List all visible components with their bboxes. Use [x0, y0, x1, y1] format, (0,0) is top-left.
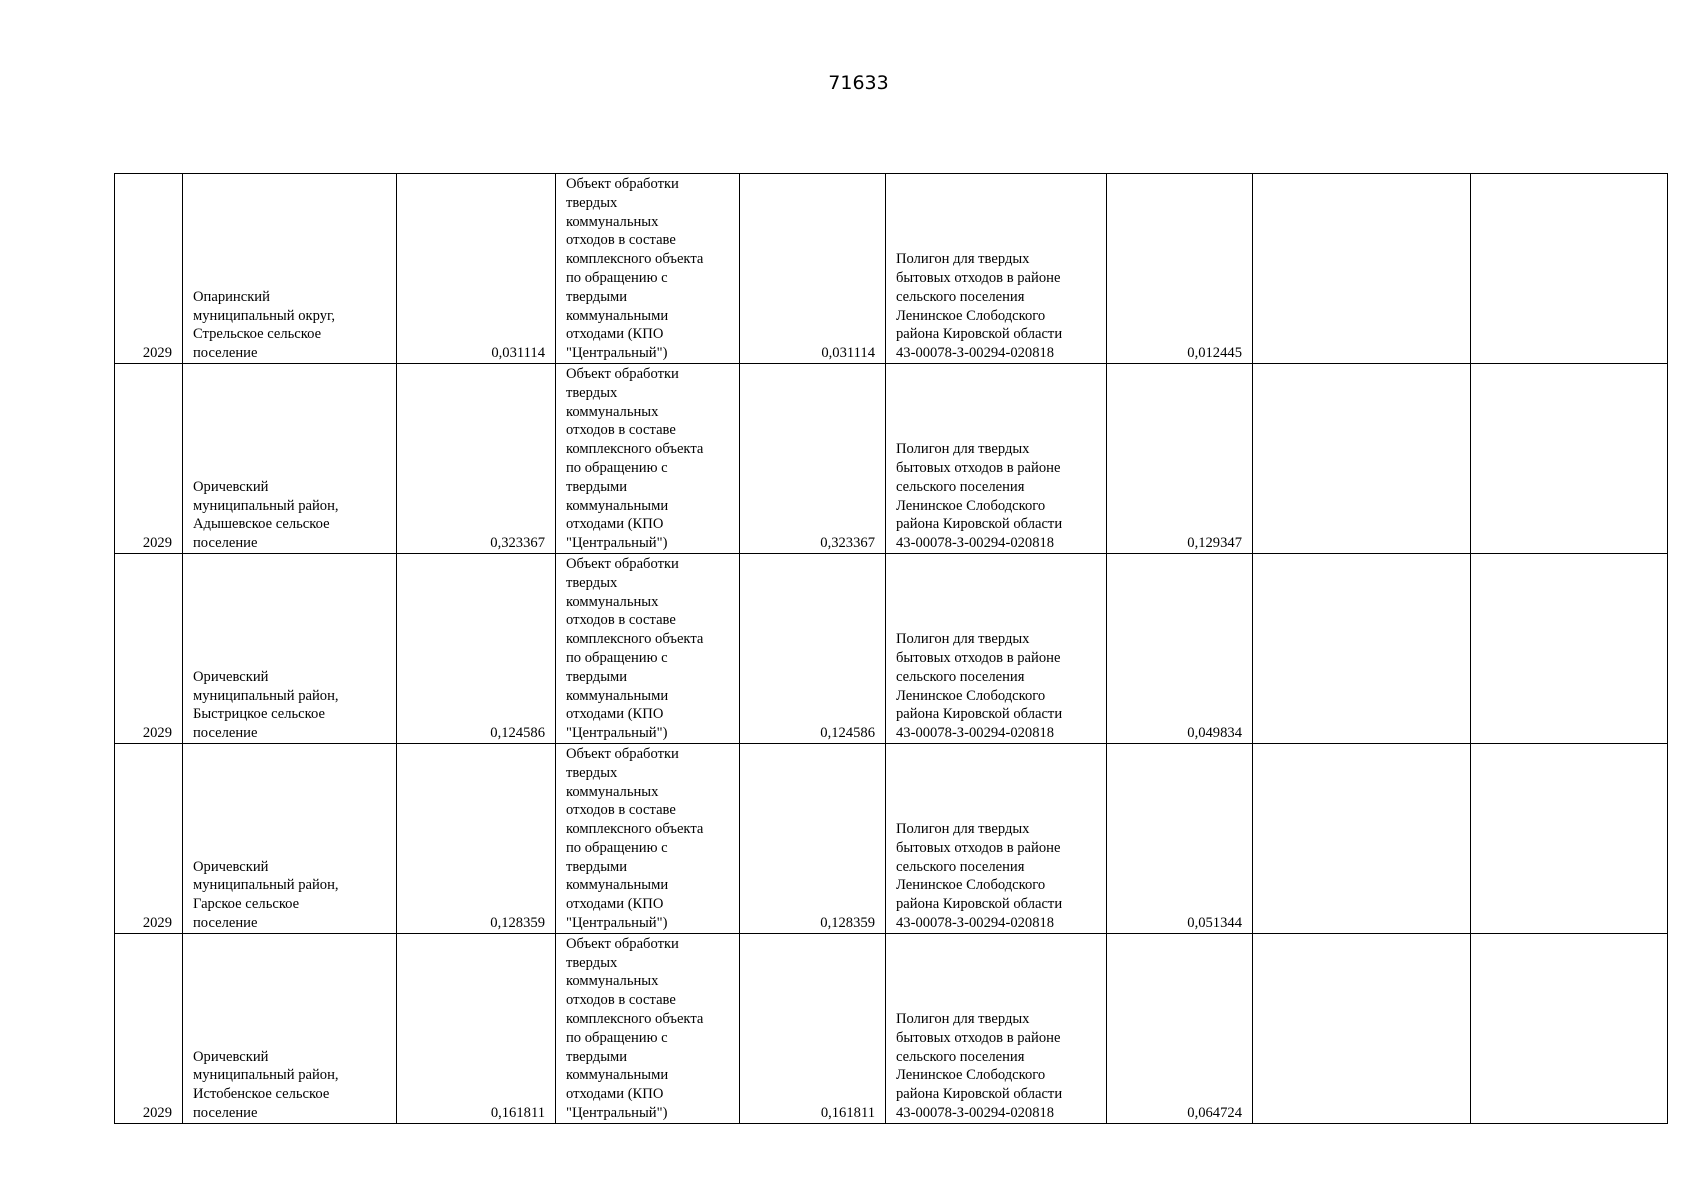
page-number: 71633 [828, 72, 889, 94]
empty-cell [1471, 553, 1668, 743]
empty-cell [1253, 743, 1471, 933]
processing-object-cell: Объект обработки твердых коммунальных отходов в составе комплексного объекта по обращению с твердыми коммунальными отходами (КПО "Центральный") [556, 363, 740, 553]
volume-cell: 0,323367 [397, 363, 556, 553]
empty-cell [1471, 743, 1668, 933]
volume-cell: 0,161811 [397, 933, 556, 1123]
object-volume-cell: 0,124586 [740, 553, 886, 743]
table-row [115, 933, 1668, 1123]
table-row [115, 363, 1668, 553]
year-cell: 2029 [115, 933, 183, 1123]
landfill-volume-cell: 0,064724 [1107, 933, 1253, 1123]
landfill-volume-cell: 0,049834 [1107, 553, 1253, 743]
municipality-cell: Опаринский муниципальный округ, Стрельское сельское поселение [183, 174, 397, 364]
empty-cell [1253, 363, 1471, 553]
empty-cell [1471, 174, 1668, 364]
object-volume-cell: 0,128359 [740, 743, 886, 933]
processing-object-cell: Объект обработки твердых коммунальных отходов в составе комплексного объекта по обращению с твердыми коммунальными отходами (КПО "Центральный") [556, 174, 740, 364]
landfill-volume-cell: 0,012445 [1107, 174, 1253, 364]
object-volume-cell: 0,161811 [740, 933, 886, 1123]
empty-cell [1253, 933, 1471, 1123]
municipality-cell: Оричевский муниципальный район, Адышевское сельское поселение [183, 363, 397, 553]
empty-cell [1253, 174, 1471, 364]
landfill-cell: Полигон для твердых бытовых отходов в районе сельского поселения Ленинское Слободского района Кировской области 43-00078-З-00294-020818 [886, 174, 1107, 364]
table-row [115, 743, 1668, 933]
municipality-cell: Оричевский муниципальный район, Гарское сельское поселение [183, 743, 397, 933]
year-cell: 2029 [115, 743, 183, 933]
empty-cell [1253, 553, 1471, 743]
volume-cell: 0,031114 [397, 174, 556, 364]
table-row [115, 553, 1668, 743]
landfill-volume-cell: 0,129347 [1107, 363, 1253, 553]
waste-flow-table [114, 173, 1668, 1124]
empty-cell [1471, 933, 1668, 1123]
volume-cell: 0,124586 [397, 553, 556, 743]
object-volume-cell: 0,031114 [740, 174, 886, 364]
landfill-cell: Полигон для твердых бытовых отходов в районе сельского поселения Ленинское Слободского района Кировской области 43-00078-З-00294-020818 [886, 933, 1107, 1123]
landfill-cell: Полигон для твердых бытовых отходов в районе сельского поселения Ленинское Слободского района Кировской области 43-00078-З-00294-020818 [886, 363, 1107, 553]
municipality-cell: Оричевский муниципальный район, Быстрицкое сельское поселение [183, 553, 397, 743]
landfill-cell: Полигон для твердых бытовых отходов в районе сельского поселения Ленинское Слободского района Кировской области 43-00078-З-00294-020818 [886, 553, 1107, 743]
year-cell: 2029 [115, 363, 183, 553]
object-volume-cell: 0,323367 [740, 363, 886, 553]
processing-object-cell: Объект обработки твердых коммунальных отходов в составе комплексного объекта по обращению с твердыми коммунальными отходами (КПО "Центральный") [556, 743, 740, 933]
empty-cell [1471, 363, 1668, 553]
table-row [115, 174, 1668, 364]
processing-object-cell: Объект обработки твердых коммунальных отходов в составе комплексного объекта по обращению с твердыми коммунальными отходами (КПО "Центральный") [556, 553, 740, 743]
processing-object-cell: Объект обработки твердых коммунальных отходов в составе комплексного объекта по обращению с твердыми коммунальными отходами (КПО "Центральный") [556, 933, 740, 1123]
volume-cell: 0,128359 [397, 743, 556, 933]
municipality-cell: Оричевский муниципальный район, Истобенское сельское поселение [183, 933, 397, 1123]
landfill-cell: Полигон для твердых бытовых отходов в районе сельского поселения Ленинское Слободского района Кировской области 43-00078-З-00294-020818 [886, 743, 1107, 933]
year-cell: 2029 [115, 174, 183, 364]
year-cell: 2029 [115, 553, 183, 743]
landfill-volume-cell: 0,051344 [1107, 743, 1253, 933]
